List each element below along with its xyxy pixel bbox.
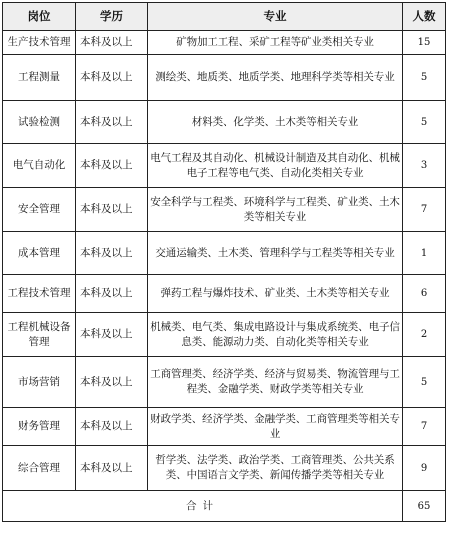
position-cell: 财务管理 <box>3 408 76 446</box>
count-cell: 5 <box>403 357 446 408</box>
position-cell: 工程测量 <box>3 55 76 101</box>
position-cell: 综合管理 <box>3 446 76 491</box>
position-cell: 安全管理 <box>3 188 76 232</box>
count-cell: 5 <box>403 101 446 144</box>
count-cell: 7 <box>403 408 446 446</box>
table-row <box>3 446 446 491</box>
table-row <box>3 188 446 232</box>
major-cell: 哲学类、法学类、政治学类、工商管理类、公共关系类、中国语言文学类、新闻传播学类等相关专业 <box>148 446 403 491</box>
major-cell: 材料类、化学类、土木类等相关专业 <box>148 101 403 144</box>
position-cell: 工程机械设备管理 <box>3 313 76 357</box>
total-label: 合计 <box>3 491 403 522</box>
table-row <box>3 144 446 188</box>
position-cell: 工程技术管理 <box>3 275 76 313</box>
major-cell: 工商管理类、经济学类、经济与贸易类、物流管理与工程类、金融学类、财政学类等相关专业 <box>148 357 403 408</box>
table-row <box>3 31 446 55</box>
major-cell: 测绘类、地质类、地质学类、地理科学类等相关专业 <box>148 55 403 101</box>
education-cell: 本科及以上 <box>76 275 148 313</box>
header-row <box>3 3 446 31</box>
total-count: 65 <box>403 491 446 522</box>
count-cell: 6 <box>403 275 446 313</box>
position-cell: 成本管理 <box>3 232 76 275</box>
education-cell: 本科及以上 <box>76 357 148 408</box>
table-row <box>3 408 446 446</box>
major-cell: 财政学类、经济学类、金融学类、工商管理类等相关专业 <box>148 408 403 446</box>
header-count: 人数 <box>403 3 446 31</box>
education-cell: 本科及以上 <box>76 55 148 101</box>
education-cell: 本科及以上 <box>76 144 148 188</box>
position-cell: 电气自动化 <box>3 144 76 188</box>
education-cell: 本科及以上 <box>76 446 148 491</box>
count-cell: 2 <box>403 313 446 357</box>
major-cell: 机械类、电气类、集成电路设计与集成系统类、电子信息类、能源动力类、自动化类等相关专业 <box>148 313 403 357</box>
major-cell: 电气工程及其自动化、机械设计制造及其自动化、机械电子工程等电气类、自动化类相关专业 <box>148 144 403 188</box>
education-cell: 本科及以上 <box>76 101 148 144</box>
table-row <box>3 232 446 275</box>
table-row <box>3 55 446 101</box>
position-cell: 试验检测 <box>3 101 76 144</box>
count-cell: 9 <box>403 446 446 491</box>
table-row <box>3 357 446 408</box>
education-cell: 本科及以上 <box>76 408 148 446</box>
table-row <box>3 313 446 357</box>
major-cell: 矿物加工工程、采矿工程等矿业类相关专业 <box>148 31 403 55</box>
header-major: 专业 <box>148 3 403 31</box>
recruitment-table <box>2 2 446 522</box>
education-cell: 本科及以上 <box>76 313 148 357</box>
position-cell: 生产技术管理 <box>3 31 76 55</box>
count-cell: 3 <box>403 144 446 188</box>
major-cell: 安全科学与工程类、环境科学与工程类、矿业类、土木类等相关专业 <box>148 188 403 232</box>
count-cell: 7 <box>403 188 446 232</box>
count-cell: 5 <box>403 55 446 101</box>
table-row <box>3 275 446 313</box>
education-cell: 本科及以上 <box>76 188 148 232</box>
position-cell: 市场营销 <box>3 357 76 408</box>
count-cell: 15 <box>403 31 446 55</box>
table-row <box>3 101 446 144</box>
total-row <box>3 491 446 522</box>
education-cell: 本科及以上 <box>76 232 148 275</box>
header-position: 岗位 <box>3 3 76 31</box>
major-cell: 弹药工程与爆炸技术、矿业类、土木类等相关专业 <box>148 275 403 313</box>
header-education: 学历 <box>76 3 148 31</box>
count-cell: 1 <box>403 232 446 275</box>
major-cell: 交通运输类、土木类、管理科学与工程类等相关专业 <box>148 232 403 275</box>
education-cell: 本科及以上 <box>76 31 148 55</box>
